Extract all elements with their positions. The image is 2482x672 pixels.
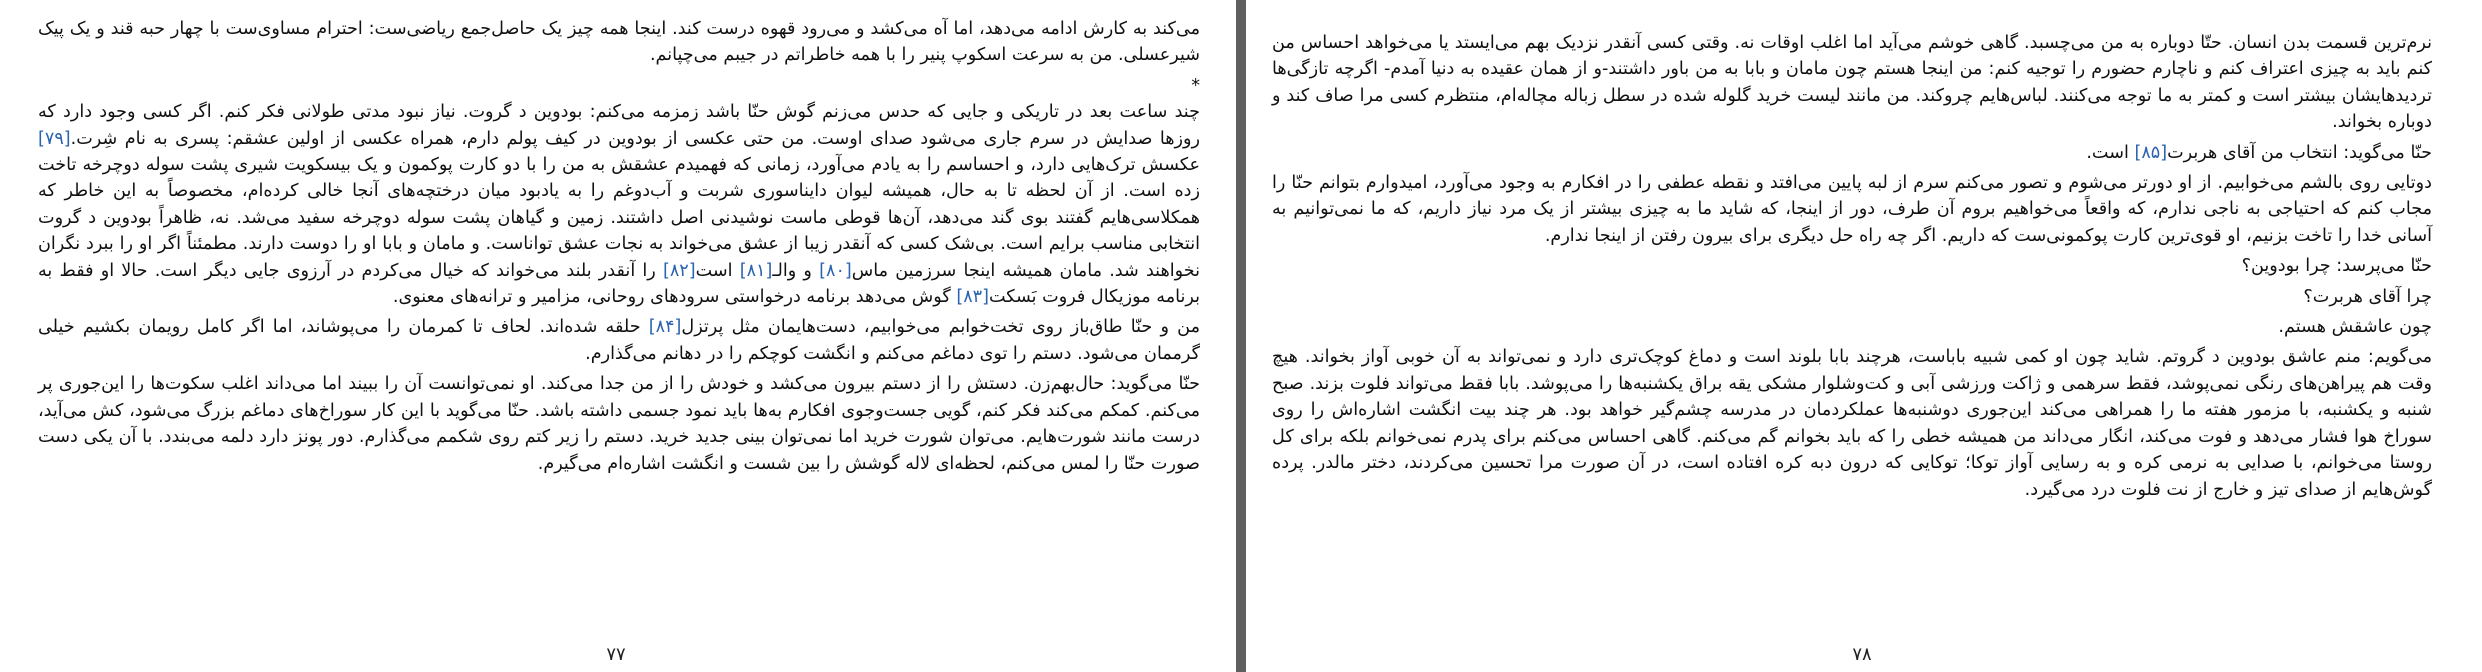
paragraph bbox=[1272, 30, 2432, 136]
separator-star: * bbox=[1191, 75, 1200, 96]
footnote-link[interactable]: [۸۰] bbox=[819, 260, 852, 281]
book-page-right bbox=[1246, 0, 2482, 672]
paragraph bbox=[38, 371, 1200, 477]
footnote-link[interactable]: [۸۴] bbox=[648, 317, 682, 338]
text-run: حنّا می‌پرسد: چرا بودوین؟ bbox=[2241, 256, 2432, 277]
footnote-link[interactable]: [۸۳] bbox=[956, 287, 989, 308]
paragraph bbox=[1272, 170, 2432, 249]
text-run: گوش می‌دهد برنامه درخواستی سرودهای روحانی، مزامیر و ترانه‌های معنوی. bbox=[392, 287, 957, 308]
text-run: من و حنّا طاق‌باز روی تخت‌خوابم می‌خوابیم، دست‌هایمان مثل پرتزل bbox=[681, 317, 1200, 338]
text-run: می‌کند به کارش ادامه می‌دهد، اما آه می‌کشد و می‌رود قهوه درست کند. اینجا همه چیز یک حاصل‌جمع ریاضی‌ست: احترام مساوی‌ست با چهار حبه قند و یک پیک شیرعسلی. من به سرعت اسکوپ پنیر را با همه خاطراتم در جیبم می‌چپانم. bbox=[38, 19, 1200, 66]
text-run: چرا آقای هربرت؟ bbox=[2303, 286, 2432, 307]
text-run: را آنقدر بلند می‌خواند که خیال می‌کردم در آرزوی جایی دیگر است. حالا او فقط به برنامه موزیکال فروت بَسکت bbox=[38, 260, 1200, 308]
paragraph bbox=[1272, 284, 2432, 310]
text-run: حنّا می‌گوید: انتخاب من آقای هربرت bbox=[2167, 142, 2432, 163]
text-run: دوتایی روی بالشم می‌خوابیم. از او دورتر می‌شوم و تصور می‌کنم سرم از لبه پایین می‌افتد و نقطه عطفی را در افکارم به وجود می‌آورد، امیدوارم بتوانم حنّا را مجاب کنم که احتیاجی به ناجی ندارم، که واقعاً می‌خواهیم بروم آن طرف، دور از اینجا، که شاید ما به چیزی بیشتر از یک مرد نیاز داریم، که ما نمی‌توانیم به آسانی خدا را تاخت بزنیم، او قوی‌ترین کارت پوکمونی‌ست که داریم. اگر چه راه حل دیگری برای بیرون رفتن از اینجا ندارم. bbox=[1272, 173, 2432, 246]
paragraph bbox=[38, 314, 1200, 367]
text-run: است. bbox=[2086, 142, 2135, 163]
text-run: نرم‌ترین قسمت بدن انسان. حتّا دوباره به من می‌چسبد. گاهی خوشم می‌آید اما اغلب اوقات نه. وقتی کسی آنقدر نزدیک بهم می‌ایستد یا می‌خواهد احساس من کنم باید به چیزی اعتراف کنم و ناچارم حضورم را توجیه کنم: من اینجا هستم چون مامان و بابا به من باور داشتند-و از همان عقیده به دنیا آمدم- اگرچه تازگی‌ها تردیدهایشان بیشتر است و کمتر به ما توجه می‌کنند. لباس‌هایم چروکند. من مانند لیست خرید گلوله شده در سطل زباله مچاله‌ام، منتظرم کسی مرا صاف کند و دوباره بخواند. bbox=[1272, 33, 2432, 133]
footnote-link[interactable]: [۸۲] bbox=[662, 260, 696, 281]
footnote-link[interactable]: [۸۱] bbox=[739, 260, 773, 281]
text-run: است bbox=[695, 260, 740, 281]
text-run: و والـ bbox=[772, 260, 820, 281]
paragraph bbox=[1272, 314, 2432, 340]
paragraph bbox=[1272, 344, 2432, 502]
page-number: ۷۸ bbox=[1852, 644, 1872, 665]
paragraph bbox=[38, 99, 1200, 310]
paragraph bbox=[1272, 253, 2432, 279]
page-text-right bbox=[1272, 30, 2432, 507]
page-text-left bbox=[38, 16, 1200, 481]
footnote-link[interactable]: [۷۹] bbox=[38, 128, 71, 149]
text-run: می‌گویم: منم عاشق بودوین د گروتم. شاید چون او کمی شبیه باباست، هرچند بابا بلوند است و دماغ کوچک‌تری دارد و نمی‌تواند به آن خوبی آواز بخواند. هیچ وقت هم پیراهن‌های رنگی نمی‌پوشد، فقط سرهمی و ژاکت ورزشی آبی و کت‌وشلوار مشکی یقه براق یکشنبه‌ها را می‌پوشد. بابا فقط می‌تواند فلوت بزند. صبح شنبه و یکشنبه، با مزمور هفته ما را همراهی می‌کند این‌جوری دوشنبه‌ها عملکردمان در مدرسه چشم‌گیر خواهد بود. هر چند بیت انگشت اشاره‌اش را روی سوراخ هوا فشار می‌دهد و فوت می‌کند، انگار می‌داند من همیشه خطی را که باید بخوانم گم می‌کنم. گاهی احساس می‌کنم برای پدرم نمی‌خوانم بلکه برای کل روستا می‌خوانم، با صدایی به نرمی کره و به رسایی آواز توکا؛ توکایی که درون دبه کره افتاده است، در آن صورت مرا تحسین می‌کردند، دختر مالدر. پرده گوش‌هایم از صدای تیز و خارج از نت فلوت درد می‌گیرد. bbox=[1272, 347, 2432, 500]
section-separator bbox=[38, 73, 1200, 99]
page-number: ۷۷ bbox=[606, 644, 626, 665]
text-run: چند ساعت بعد در تاریکی و جایی که حدس می‌زنم گوش حنّا باشد زمزمه می‌کنم: بودوین د گروت. نیاز نبود مدتی طولانی فکر کنم. اگر کسی وجود دارد که روزها صدایش در سرم جاری می‌شود صدای اوست. من حتی عکسی از بودوین در کیف پولم دارم، همراه عکسی از اولین عشقم: پسری به نام شِرت. bbox=[38, 102, 1200, 149]
text-run: عکسش ترک‌هایی دارد، و احساسم را به یادم می‌آورد، زمانی که فهمیدم عشقش به من را با دو کارت پوکمون و یک بیسکویت شیری پشت سوله دوچرخه تاخت زده است. از آن لحظه تا به حال، همیشه لیوان دایناسوری شربت و آب‌دوغم را به یادبود میان درختچه‌های آنجا خالی کرده‌ام، مخصوصاً به این خاطر که همکلاسی‌هایم گفتند بوی گند می‌دهد، آن‌ها قوطی ماست نوشیدنی اصل داشتند. زمین و گیاهان پشت سوله دوچرخه سفید می‌شد. نه، ظاهراً بودوین د گروت انتخابی مناسب برایم است. بی‌شک کسی که آنقدر زیبا از عشق می‌خواند به نجات عشق تواناست. و مامان و بابا او را دوست دارند. مطمئناً اگر او را ببرد نگران نخواهند شد. مامان همیشه اینجا سرزمین ماس bbox=[38, 155, 1200, 281]
book-page-left bbox=[0, 0, 1236, 672]
book-spine-divider bbox=[1236, 0, 1246, 672]
footnote-link[interactable]: [۸۵] bbox=[2134, 142, 2168, 163]
paragraph bbox=[38, 16, 1200, 69]
paragraph bbox=[1272, 140, 2432, 166]
text-run: حلقه شده‌اند. لحاف تا کمرمان را می‌پوشاند، اما اگر کامل رویمان بکشیم خیلی گرممان می‌شود. دستم را توی دماغم می‌کنم و انگشت کوچکم را در دهانم می‌گذارم. bbox=[38, 317, 1200, 364]
text-run: حنّا می‌گوید: حال‌بهم‌زن. دستش را از دستم بیرون می‌کشد و خودش را از من جدا می‌کند. او نمی‌توانست آن را ببیند اما می‌داند اغلب سکوت‌ها را این‌جوری پر می‌کنم. کمکم می‌کند فکر کنم، گویی جست‌وجوی افکارم به‌ها باید نمود جسمی داشته باشد. حنّا می‌گوید با این کار سوراخ‌های دماغم بزرگ می‌شود، کش می‌آید، درست مانند شورت‌هایم. می‌توان شورت خرید اما نمی‌توان بینی جدید خرید. دستم را زیر کتم روی شکمم می‌گذارم. دور پونز دارد دلمه می‌بندد. با آن یکی دست صورت حنّا را لمس می‌کنم، لحظه‌ای لاله گوشش را بین شست و انگشت اشاره‌ام می‌گیرم. bbox=[38, 374, 1200, 474]
text-run: چون عاشقش هستم. bbox=[2278, 317, 2432, 338]
